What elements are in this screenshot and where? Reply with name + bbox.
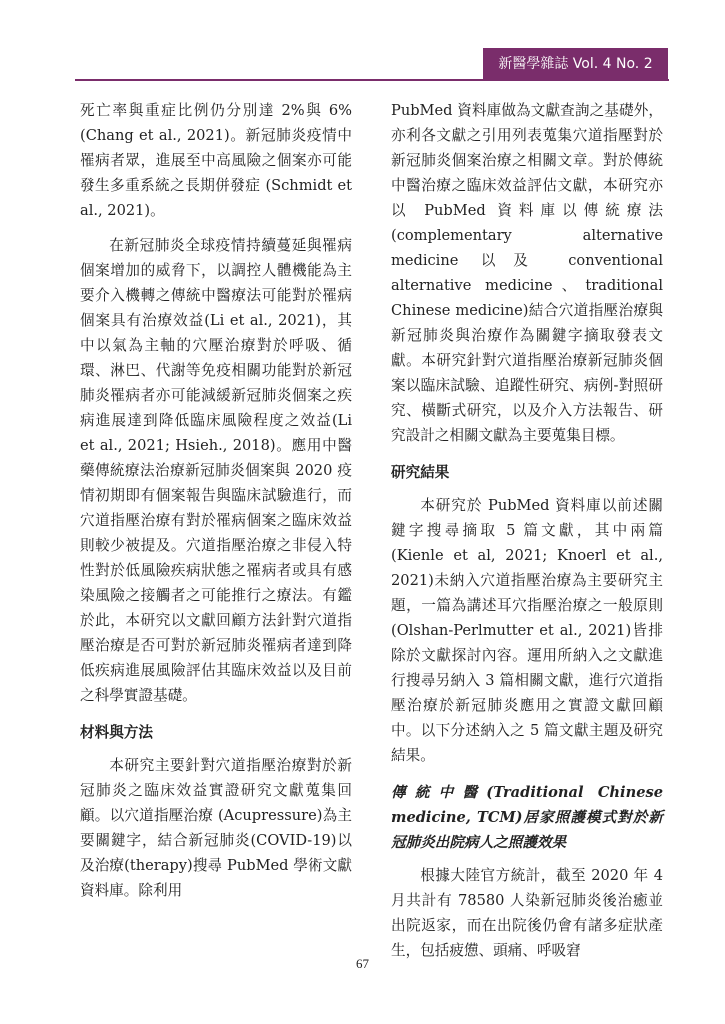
paragraph: 本研究於 PubMed 資料庫以前述關鍵字搜尋摘取 5 篇文獻，其中兩篇(Kienle et al, 2021; Knoerl et al., 2021)未納入穴道指壓治療為主要研究主題，一篇為講述耳穴指壓治療之一般原則(Olshan-Perlmutter et al., 2021)皆排除於文獻探討內容。運用所納入之文獻進行搜尋另納入 3 篇相關文獻，進行穴道指壓治療於新冠肺炎應用之實證文獻回顧中。以下分述納入之 5 篇文獻主題及研究結果。 <box>391 497 663 764</box>
paragraph: 本研究主要針對穴道指壓治療對於新冠肺炎之臨床效益實證研究文獻蒐集回顧。以穴道指壓治療 (Acupressure)為主要關鍵字，結合新冠肺炎(COVID-19)以及治療(therapy)搜尋 PubMed 學術文獻資料庫。除利用 <box>80 757 352 899</box>
page-number: 67 <box>356 956 369 971</box>
paragraph: 根據大陸官方統計，截至 2020 年 4 月共計有 78580 人染新冠肺炎後治癒並出院返家，而在出院後仍會有諸多症狀產生，包括疲憊、頭痛、呼吸窘 <box>391 867 663 959</box>
paragraph: PubMed 資料庫做為文獻查詢之基礎外，亦利各文獻之引用列表蒐集穴道指壓對於新冠肺炎個案治療之相關文章。對於傳統中醫治療之臨床效益評估文獻，本研究亦以 PubMed 資料庫以傳統療法(complementary alternative medicine 以及 conventional alternative medicine、traditional Chinese medicine)結合穴道指壓治療與新冠肺炎與治療作為關鍵字摘取發表文獻。本研究針對穴道指壓治療新冠肺炎個案以臨床試驗、追蹤性研究、病例-對照研究、橫斷式研究，以及介入方法報告、研究設計之相關文獻為主要蒐集目標。 <box>391 102 663 444</box>
right-column <box>391 98 663 963</box>
left-column <box>80 98 352 903</box>
paragraph: 在新冠肺炎全球疫情持續蔓延與罹病個案增加的威脅下，以調控人體機能為主要介入機轉之傳統中醫療法可能對於罹病個案具有治療效益(Li et al., 2021)，其中以氣為主軸的穴壓治療對於呼吸、循環、淋巴、代謝等免疫相關功能對於新冠肺炎罹病者亦可能減緩新冠肺炎個案之疾病進展達到降低臨床風險程度之效益(Li et al., 2021; Hsieh., 2018)。應用中醫藥傳統療法治療新冠肺炎個案與 2020 疫情初期即有個案報告與臨床試驗進行，而穴道指壓治療有對於罹病個案之臨床效益則較少被提及。穴道指壓治療之非侵入特性對於低風險疾病狀態之罹病者或具有感染風險之接觸者之可能推行之療法。有鑑於此，本研究以文獻回顧方法針對穴道指壓治療是否可對於新冠肺炎罹病者達到降低疾病進展風險評估其臨床效益以及目前之科學實證基礎。 <box>80 237 352 704</box>
section-heading-methods: 材料與方法 <box>80 724 153 741</box>
section-heading-results: 研究結果 <box>391 464 450 481</box>
subsection-heading: 傳統中醫(Traditional Chinese medicine, TCM)居家照護模式對於新冠肺炎出院病人之照護效果 <box>391 784 663 851</box>
paragraph: 死亡率與重症比例仍分別達 2%與 6% (Chang et al., 2021)。新冠肺炎疫情中罹病者眾，進展至中高風險之個案亦可能發生多重系統之長期併發症 (Schmidt et al., 2021)。 <box>80 102 352 219</box>
journal-badge: 新醫學雜誌 Vol. 4 No. 2 <box>483 48 668 81</box>
